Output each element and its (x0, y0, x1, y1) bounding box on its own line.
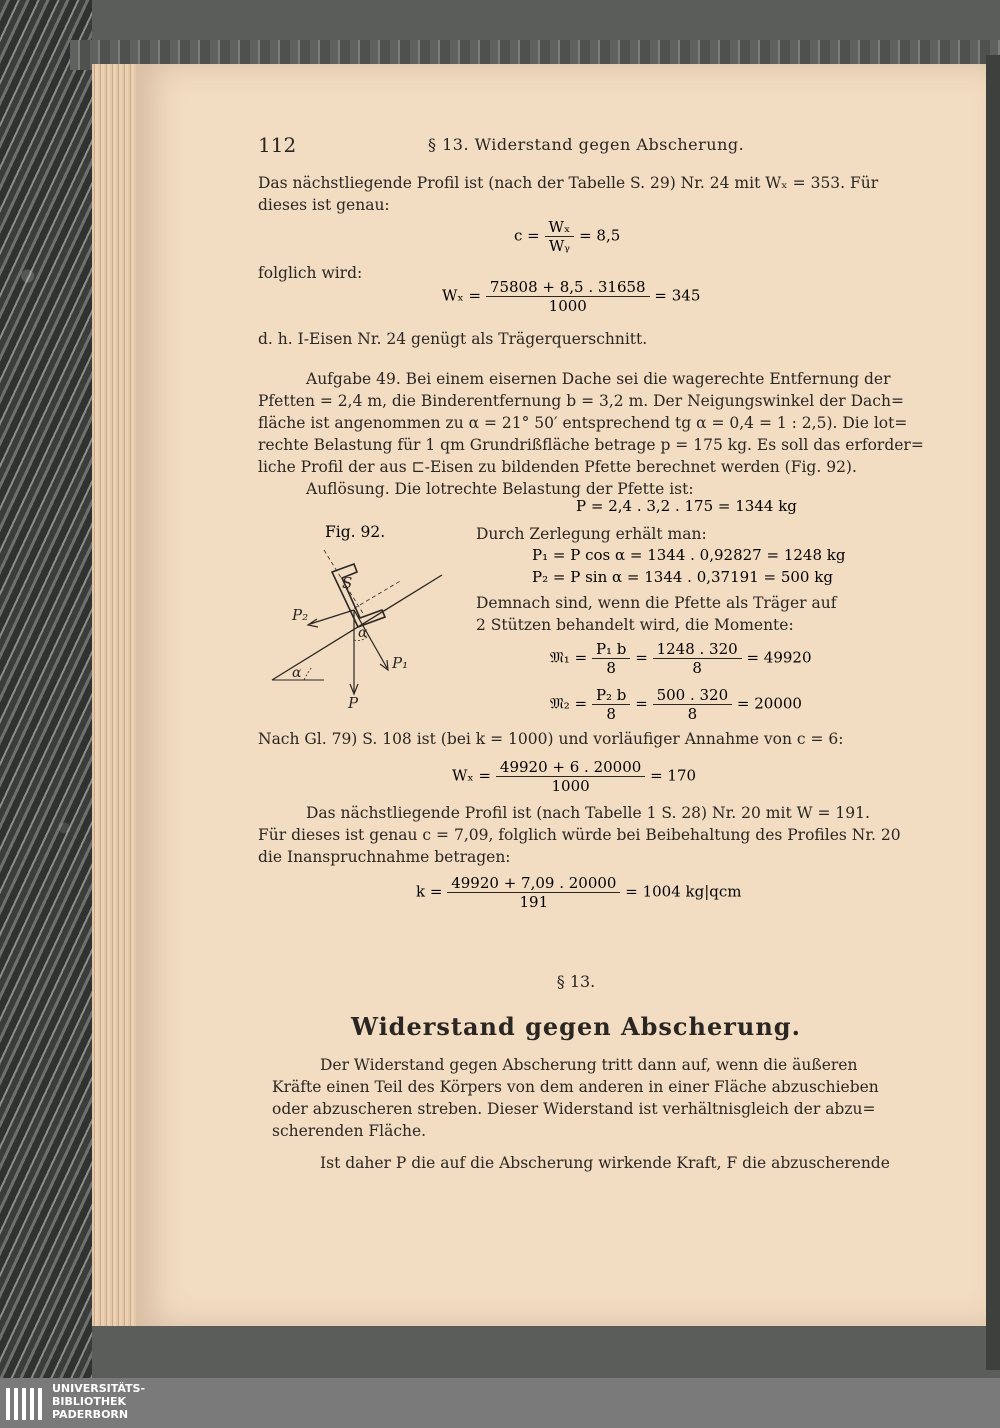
equation-wx-1: Wₓ = $\frac{75808 + 8,5 . 31658}{1000}$ = 345 (442, 278, 701, 315)
equation-m2: 𝔐₂ = $\frac{\text{P₂ b}}{8}$ = $\frac{500 . 320}{8}$ = 20000 (550, 686, 802, 723)
book-cover-right-edge (986, 55, 1000, 1370)
text-line: d. h. I-Eisen Nr. 24 genügt als Trägerquerschnitt. (258, 330, 648, 348)
text-line: Durch Zerlegung erhält man: (476, 525, 707, 543)
text-line: Aufgabe 49. Bei einem eisernen Dache sei die wagerechte Entfernung der (306, 370, 891, 388)
text-line: Nach Gl. 79) S. 108 ist (bei k = 1000) und vorläufiger Annahme von c = 6: (258, 730, 844, 748)
profile-axis-dashed-2 (348, 580, 402, 612)
text-line: Demnach sind, wenn die Pfette als Träger auf (476, 594, 837, 612)
fraction: $\frac{\text{P₂ b}}{8}$ (592, 686, 630, 723)
text-line: Das nächstliegende Profil ist (nach der Tabelle S. 29) Nr. 24 mit Wₓ = 353. Für (258, 174, 879, 192)
book-binding (0, 0, 92, 1380)
arrowhead-p1 (380, 660, 388, 670)
force-arrow-p2 (310, 610, 354, 624)
library-name: UNIVERSITÄTS- BIBLIOTHEK PADERBORN (52, 1382, 146, 1421)
equation-p1: P₁ = P cos α = 1344 . 0,92827 = 1248 kg (532, 546, 846, 564)
page-number: 112 (258, 133, 297, 157)
section-number: § 13. (556, 972, 596, 991)
equation-m1: 𝔐₁ = $\frac{\text{P₁ b}}{8}$ = $\frac{1248 . 320}{8}$ = 49920 (550, 640, 812, 677)
fraction: $\frac{\text{Wₓ}}{\text{Wᵧ}}$ (545, 218, 575, 255)
text-line: Für dieses ist genau c = 7,09, folglich würde bei Beibehaltung des Profiles Nr. 20 (258, 826, 901, 844)
section-title: Widerstand gegen Abscherung. (351, 1012, 801, 1041)
text-line: liche Profil der aus ⊏-Eisen zu bildenden Pfette berechnet werden (Fig. 92). (258, 458, 857, 476)
library-footer-bar (0, 1378, 1000, 1428)
fraction: $\frac{500 . 320}{8}$ (653, 686, 733, 723)
figure-92-diagram (262, 520, 462, 710)
text-line: 2 Stützen behandelt wird, die Momente: (476, 616, 794, 634)
label-s: S (342, 574, 353, 592)
text-line: dieses ist genau: (258, 196, 390, 214)
text-line: rechte Belastung für 1 qm Grundrißfläche betrage p = 175 kg. Es soll das erforder= (258, 436, 924, 454)
text-line: Pfetten = 2,4 m, die Binderentfernung b = 3,2 m. Der Neigungswinkel der Dach= (258, 392, 904, 410)
text-line: scherenden Fläche. (272, 1122, 427, 1140)
fraction: $\frac{49920 + 6 . 20000}{1000}$ (496, 758, 645, 795)
figure-label: Fig. 92. (325, 523, 386, 541)
text-line: Das nächstliegende Profil ist (nach Tabelle 1 S. 28) Nr. 20 mit W = 191. (306, 804, 870, 822)
text-line: Auflösung. Die lotrechte Belastung der Pfette ist: (306, 480, 694, 498)
text-line: Kräfte einen Teil des Körpers von dem anderen in einer Fläche abzuschieben (272, 1078, 879, 1096)
equation-wx-2: Wₓ = $\frac{49920 + 6 . 20000}{1000}$ = 170 (452, 758, 697, 795)
fraction: $\frac{49920 + 7,09 . 20000}{191}$ (447, 874, 620, 911)
fraction: $\frac{\text{P₁ b}}{8}$ (592, 640, 630, 677)
equation-p: P = 2,4 . 3,2 . 175 = 1344 kg (576, 497, 797, 515)
label-p1: P₁ (392, 654, 409, 672)
text-line: oder abzuscheren streben. Dieser Widerstand ist verhältnisgleich der abzu= (272, 1100, 876, 1118)
library-logo-icon (4, 1384, 48, 1424)
text-line: Der Widerstand gegen Abscherung tritt dann auf, wenn die äußeren (320, 1056, 858, 1074)
page-stack-edges (92, 64, 140, 1326)
text-line: folglich wird: (258, 264, 363, 282)
equation-p2: P₂ = P sin α = 1344 . 0,37191 = 500 kg (532, 568, 833, 586)
label-alpha-2: α (358, 625, 368, 641)
text-line: Ist daher P die auf die Abscherung wirkende Kraft, F die abzuscherende (320, 1154, 890, 1172)
label-p: P (348, 694, 359, 710)
angle-arc-1 (304, 667, 312, 680)
equation-k: k = $\frac{49920 + 7,09 . 20000}{191}$ = 1004 kg|qcm (416, 874, 742, 911)
text-line: die Inanspruchnahme betragen: (258, 848, 511, 866)
fraction: $\frac{1248 . 320}{8}$ (653, 640, 742, 677)
fraction: $\frac{75808 + 8,5 . 31658}{1000}$ (486, 278, 650, 315)
text-line: fläche ist angenommen zu α = 21° 50′ entsprechend tg α = 0,4 = 1 : 2,5). Die lot= (258, 414, 908, 432)
equation-c: c = $\frac{\text{Wₓ}}{\text{Wᵧ}}$ = 8,5 (514, 218, 621, 255)
label-p2: P₂ (292, 606, 309, 624)
running-title: § 13. Widerstand gegen Abscherung. (428, 135, 745, 154)
label-alpha-1: α (292, 665, 302, 681)
